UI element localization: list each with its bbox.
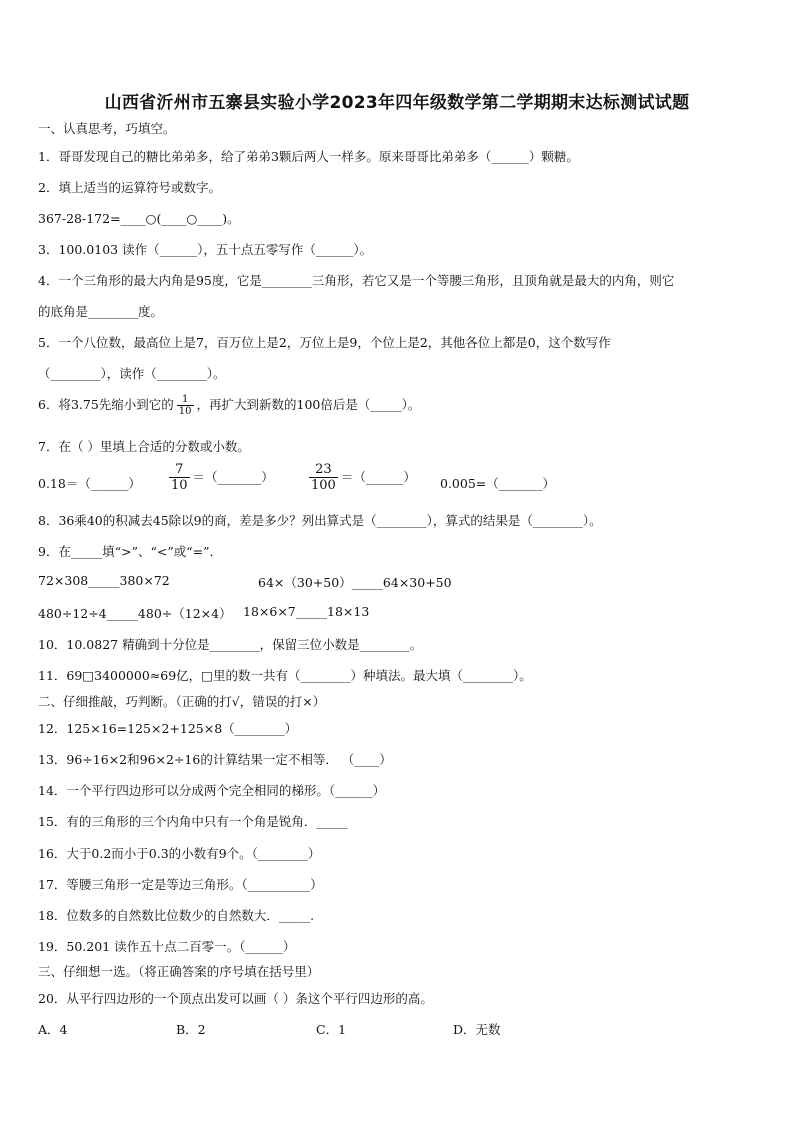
question-5-line-1: 5．一个八位数，最高位上是7，百万位上是2，万位上是9，个位上是2，其他各位上都是0，这个数写作	[38, 335, 611, 350]
fraction-denominator: 10	[171, 478, 188, 493]
question-15: 15．有的三角形的三个内角中只有一个角是锐角．_____	[38, 814, 348, 829]
q9-item-c: 480÷12÷4_____480÷（12×4）	[38, 606, 232, 621]
q7-item-c-answer: ＝（______）	[340, 469, 416, 485]
q20-option-d: D．无数	[453, 1022, 501, 1037]
question-5-line-2: （________），读作（________）。	[38, 366, 226, 381]
question-17: 17．等腰三角形一定是等边三角形。（__________）	[38, 877, 323, 892]
question-20: 20．从平行四边形的一个顶点出发可以画（ ）条这个平行四边形的高。	[38, 991, 433, 1006]
page-title: 山西省沂州市五寨县实验小学2023年四年级数学第二学期期末达标测试试题	[104, 93, 690, 113]
section-3-heading: 三、仔细想一选。（将正确答案的序号填在括号里）	[38, 964, 320, 979]
fraction-23-100	[309, 462, 338, 494]
question-4-line-2: 的底角是________度。	[38, 304, 164, 319]
q7-item-b	[166, 462, 274, 494]
question-6-prefix: 6．将3.75先缩小到它的	[38, 397, 174, 412]
fraction-one-tenth	[177, 394, 194, 417]
question-11: 11．69□3400000≈69亿，□里的数一共有（________）种填法。最大填（________）。	[38, 668, 532, 683]
question-2-expression: 367-28-172=____○(____○____)。	[38, 211, 240, 226]
q20-option-b: B．2	[176, 1022, 206, 1037]
q20-option-a: A．4	[38, 1022, 68, 1037]
q9-item-b: 64×（30+50）_____64×30+50	[258, 575, 452, 590]
question-7: 7．在（ ）里填上合适的分数或小数。	[38, 439, 250, 454]
question-8: 8．36乘40的积减去45除以9的商，差是多少？列出算式是（________），算式的结果是（________）。	[38, 513, 602, 528]
fraction-denominator: 10	[178, 406, 192, 417]
question-6-suffix: ，再扩大到新数的100倍后是（_____）。	[196, 397, 421, 412]
question-3: 3．100.0103 读作（______），五十点五零写作（______）。	[38, 242, 373, 257]
question-12: 12．125×16=125×2+125×8（________）	[38, 721, 298, 736]
question-18: 18．位数多的自然数比位数少的自然数大．_____.	[38, 908, 315, 923]
section-1-heading: 一、认真思考，巧填空。	[38, 121, 176, 136]
q7-item-b-answer: ＝（_______）	[192, 469, 274, 485]
question-6	[38, 394, 420, 417]
fraction-denominator: 100	[311, 478, 336, 493]
question-10: 10．10.0827 精确到十分位是________，保留三位小数是________。	[38, 637, 423, 652]
question-9: 9．在_____填“>”、“<”或“=”．	[38, 544, 222, 559]
q20-option-c: C．1	[316, 1022, 347, 1037]
q9-item-d: 18×6×7_____18×13	[243, 604, 370, 619]
fraction-7-10	[169, 462, 190, 494]
q9-item-a: 72×308_____380×72	[38, 573, 170, 588]
question-19: 19．50.201 读作五十点二百零一。（______）	[38, 939, 296, 954]
q7-item-c	[306, 462, 416, 494]
fraction-numerator: 23	[315, 462, 332, 477]
fraction-numerator: 1	[181, 394, 189, 405]
question-4-line-1: 4．一个三角形的最大内角是95度，它是________三角形，若它又是一个等腰三角形，且顶角就是最大的内角，则它	[38, 273, 675, 288]
fraction-numerator: 7	[175, 462, 184, 477]
q7-item-a: 0.18＝（______）	[38, 476, 141, 491]
question-1: 1．哥哥发现自己的糖比弟弟多，给了弟弟3颗后两人一样多。原来哥哥比弟弟多（______）颗糖。	[38, 149, 579, 164]
q7-item-d: 0.005=（_______）	[440, 476, 556, 491]
section-2-heading: 二、仔细推敲，巧判断。（正确的打√，错误的打×）	[38, 694, 326, 709]
question-16: 16．大于0.2而小于0.3的小数有9个。（________）	[38, 846, 321, 861]
question-13: 13．96÷16×2和96×2÷16的计算结果一定不相等． （____）	[38, 752, 392, 767]
question-14: 14．一个平行四边形可以分成两个完全相同的梯形。（______）	[38, 783, 386, 798]
question-2: 2．填上适当的运算符号或数字。	[38, 180, 221, 195]
